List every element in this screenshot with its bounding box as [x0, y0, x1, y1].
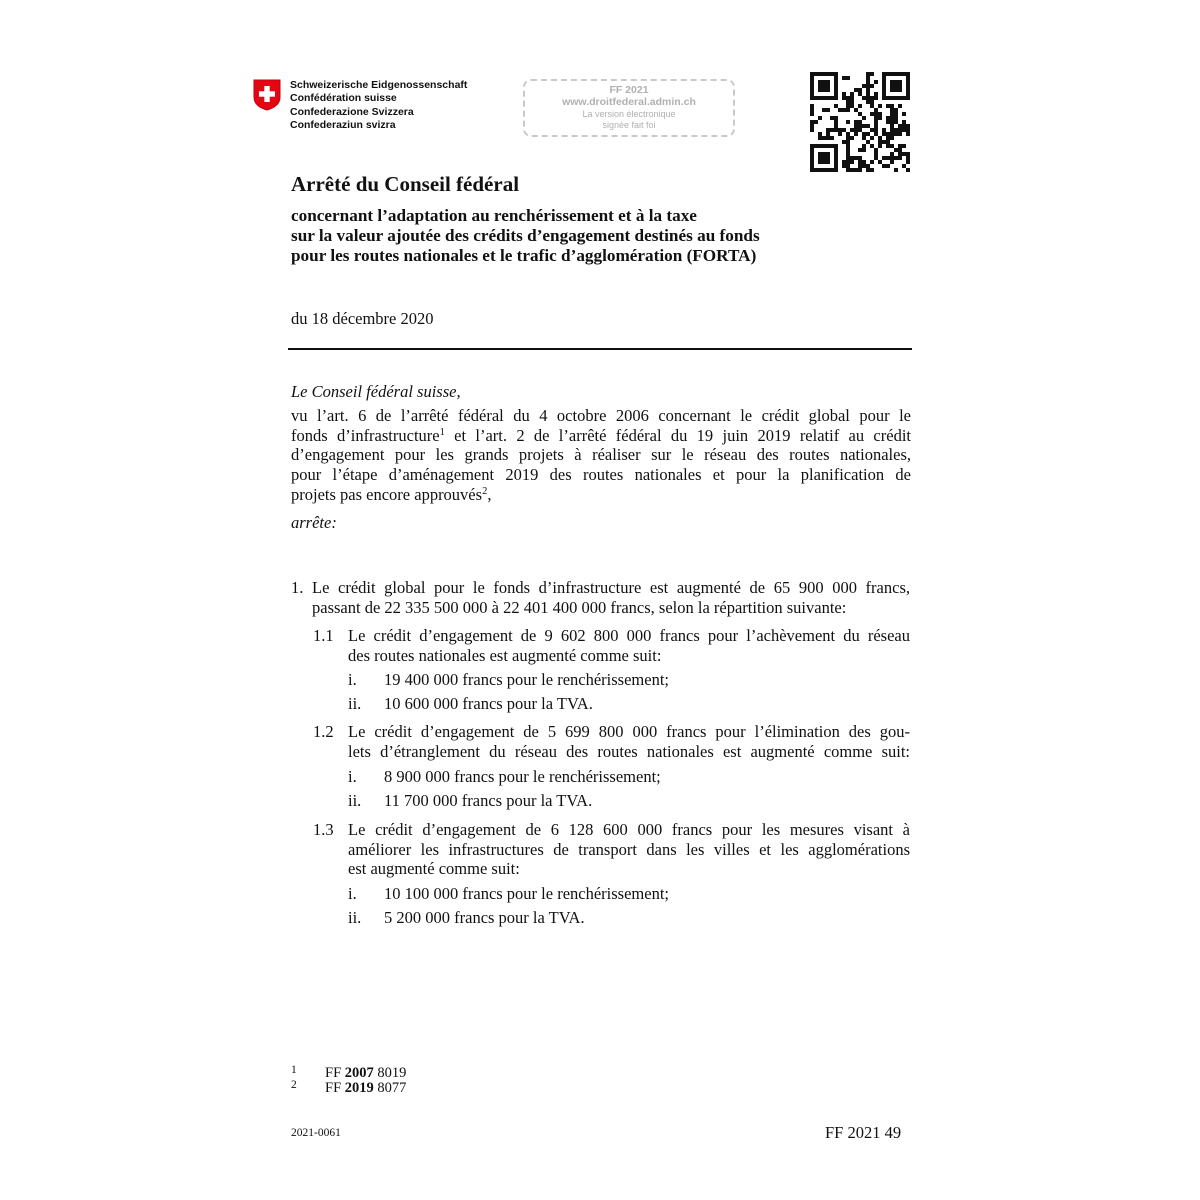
preamble-line — [291, 485, 911, 505]
footnote-year: 2019 — [344, 1080, 374, 1096]
footnote-prefix: FF — [325, 1080, 342, 1096]
preamble-fragment: projets pas encore approuvés — [291, 484, 483, 504]
confederation-name-it: Confederazione Svizzera — [290, 105, 414, 118]
list-item-number: i. — [348, 767, 357, 786]
preamble-fragment: fonds d’infrastructure — [291, 425, 440, 445]
preamble-text — [291, 406, 911, 505]
subsection-body — [348, 722, 910, 761]
document-date: du 18 décembre 2020 — [291, 309, 434, 328]
decree-word: arrête: — [291, 513, 337, 532]
footnote-number: 2 — [291, 1079, 297, 1091]
header-divider — [288, 348, 912, 350]
confederation-name-fr: Confédération suisse — [290, 92, 397, 105]
subsection-body — [348, 820, 910, 879]
footnote-year: 2007 — [344, 1065, 374, 1081]
preamble-line: d’engagement pour les grands projets à réaliser sur le réseau des routes nationales, — [291, 445, 911, 465]
swiss-confederation-logo-icon — [253, 79, 281, 111]
confederation-name-block — [290, 79, 467, 132]
preamble-fragment: et l’art. 2 de l’arrêté fédéral du 19 juin 2019 relatif au crédit — [444, 425, 911, 445]
footnote-text — [325, 1081, 406, 1097]
stamp-note-line1: La version électronique — [582, 109, 676, 119]
footnote-page: 8077 — [377, 1080, 407, 1096]
list-item: 11 700 000 francs pour la TVA. — [384, 791, 593, 810]
list-item-number: i. — [348, 884, 357, 903]
subtitle-line: pour les routes nationales et le trafic d’agglomération (FORTA) — [291, 246, 757, 265]
list-item: 10 100 000 francs pour le renchérissement; — [384, 884, 669, 903]
list-item: 8 900 000 francs pour le renchérissement; — [384, 767, 661, 786]
page-reference: FF 2021 49 — [825, 1123, 902, 1142]
subsection-number: 1.3 — [313, 820, 334, 839]
footnote-prefix: FF — [325, 1065, 342, 1081]
footnote-ref: 1 — [439, 426, 445, 438]
issuing-authority: Le Conseil fédéral suisse, — [291, 382, 461, 401]
list-item: 19 400 000 francs pour le renchérissement; — [384, 670, 669, 689]
preamble-line: pour l’étape d’aménagement 2019 des routes nationales et pour la planification de — [291, 465, 911, 485]
document-subtitle — [291, 206, 760, 266]
article-number: 1. — [291, 578, 304, 597]
subtitle-line: sur la valeur ajoutée des crédits d’engagement destinés au fonds — [291, 226, 760, 245]
article-body — [312, 578, 910, 617]
subtitle-line: concernant l’adaptation au renchérissement et à la taxe — [291, 206, 697, 225]
preamble-line — [291, 426, 911, 446]
list-item: 10 600 000 francs pour la TVA. — [384, 694, 593, 713]
qr-code-icon — [810, 72, 910, 172]
subsection-line: Le crédit d’engagement de 6 128 600 000 francs pour les mesures visant à — [348, 820, 910, 839]
document-code: 2021-0061 — [291, 1127, 341, 1139]
electronic-signature-stamp — [523, 79, 735, 137]
subsection-line: des routes nationales est augmenté comme suit: — [348, 645, 662, 665]
subsection-body — [348, 626, 910, 665]
confederation-name-de: Schweizerische Eidgenossenschaft — [290, 79, 468, 91]
article-line: passant de 22 335 500 000 à 22 401 400 000 francs, selon la répartition suivante: — [312, 597, 847, 617]
footnote-ref: 2 — [482, 485, 488, 497]
subsection-number: 1.1 — [313, 626, 334, 645]
list-item: 5 200 000 francs pour la TVA. — [384, 908, 585, 927]
stamp-website: www.droitfederal.admin.ch — [562, 96, 696, 108]
subsection-number: 1.2 — [313, 722, 334, 741]
document-title: Arrêté du Conseil fédéral — [291, 172, 520, 196]
confederation-name-rm: Confederaziun svizra — [290, 118, 396, 131]
list-item-number: i. — [348, 670, 357, 689]
article-line: Le crédit global pour le fonds d’infrastructure est augmenté de 65 900 000 francs, — [312, 578, 910, 597]
stamp-ff-number: FF 2021 — [609, 84, 649, 96]
list-item-number: ii. — [348, 694, 362, 713]
preamble-line: vu l’art. 6 de l’arrêté fédéral du 4 octobre 2006 concernant le crédit global pour le — [291, 406, 911, 425]
subsection-line: Le crédit d’engagement de 5 699 800 000 francs pour l’élimination des gou- — [348, 722, 910, 741]
subsection-line: améliorer les infrastructures de transport dans les villes et les agglomérations — [348, 839, 910, 859]
subsection-line: Le crédit d’engagement de 9 602 800 000 francs pour l’achèvement du réseau — [348, 626, 910, 645]
subsection-line: est augmenté comme suit: — [348, 859, 520, 879]
preamble-fragment: , — [487, 484, 492, 504]
subsection-line: lets d’étranglement du réseau des routes nationales est augmenté comme suit: — [348, 741, 910, 761]
footnote-number: 1 — [291, 1064, 297, 1076]
list-item-number: ii. — [348, 791, 362, 810]
stamp-note-line2: signée fait foi — [602, 120, 656, 130]
footnote-page: 8019 — [377, 1065, 407, 1081]
list-item-number: ii. — [348, 908, 362, 927]
